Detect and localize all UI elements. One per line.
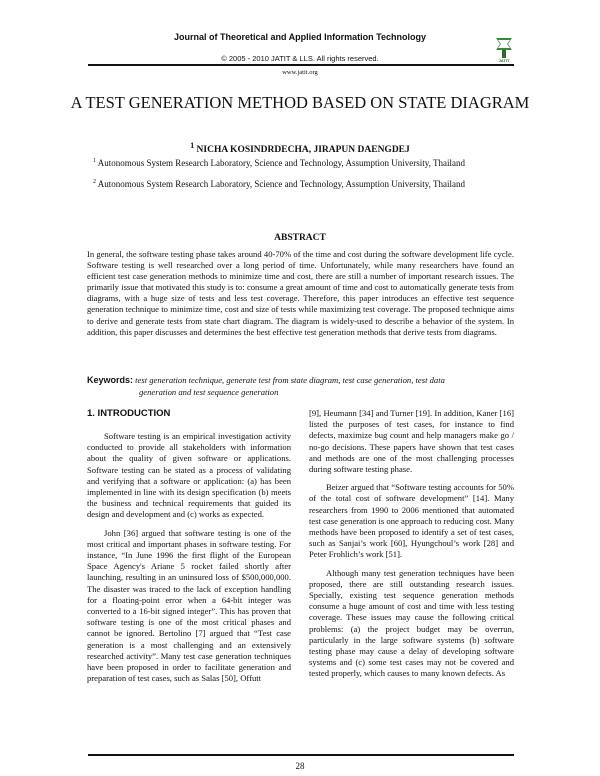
body-column-left bbox=[87, 431, 291, 691]
affiliation-marker: 2 bbox=[93, 179, 96, 185]
abstract-heading: ABSTRACT bbox=[274, 233, 326, 243]
paragraph: Software testing is an empirical investigation activity conducted to provide all stakeholders with information about the quality of given software or applications. Software testing can be stated as a process of validating and verifying that a software or application: (a) has been implemented in line with its design specification (b) meets the business and technical requirements that guided its design and development and (c) works as expected. bbox=[87, 431, 291, 520]
keywords bbox=[87, 375, 514, 387]
footer-divider bbox=[88, 754, 514, 756]
abstract-body: In general, the software testing phase takes around 40-70% of the time and cost during the software development life cycle. Software testing is well researched over a long period of time. Unfortunately, while many researchers have found an efficient test case generation methods to minimize time and cost, there are still a number of important research issues. The primarily issue that motivated this study is to: consume a great amount of time and cost to automatically generate tests from diagrams, with a huge size of tests and less test coverage. Therefore, this paper introduces an effective test sequence generation technique to minimize time, cost and size of tests while maximizing test coverage. The proposed technique aims to derive and generate tests from state chart diagram. The diagram is widely-used to describe a behavior of the system. In addition, this paper discusses and determines the best effective test generation methods that derive tests from diagrams. bbox=[87, 249, 514, 337]
affiliation-1 bbox=[93, 158, 465, 168]
keywords-text: test generation technique, generate test from state diagram, test case generation, test data bbox=[135, 375, 445, 385]
section-heading-introduction: 1. INTRODUCTION bbox=[87, 408, 171, 419]
author-marker: 1 bbox=[190, 141, 195, 150]
affiliation-text: Autonomous System Research Laboratory, Science and Technology, Assumption University, Thailand bbox=[97, 158, 465, 168]
page-number: 28 bbox=[295, 761, 305, 771]
author-names: NICHA KOSINDRDECHA, JIRAPUN DAENGDEJ bbox=[196, 145, 410, 156]
affiliation-2 bbox=[93, 179, 465, 189]
paragraph: Beizer argued that “Software testing accounts for 50% of the total cost of software development” [14]. Many researchers from 1990 to 2006 mentioned that automated test case generation is one approach to reducing cost. Many methods have been proposed to identify a set of test cases, such as Sanjai’s work [60], Hyungchoul’s work [28] and Peter Frohlich’s work [51]. bbox=[309, 482, 514, 560]
body-column-right bbox=[309, 408, 514, 687]
journal-url: www.jatit.org bbox=[282, 69, 318, 76]
paper-title: A TEST GENERATION METHOD BASED ON STATE DIAGRAM bbox=[70, 93, 530, 112]
keywords-text-continued: generation and test sequence generation bbox=[139, 387, 279, 397]
journal-name: Journal of Theoretical and Applied Information Technology bbox=[173, 32, 426, 42]
paragraph: John [36] argued that software testing is one of the most critical and important phases in software testing. For instance, “In June 1996 the first flight of the European Space Agency's Ariane 5 rocket failed shortly after launching, resulting in an uninsured loss of $500,000,000. The disaster was traced to the lack of exception handling for a floating-point error when a 64-bit integer was converted to a 16-bit signed integer”. This has proven that software testing is one of the most critical phases and cannot be ignored. Bertolino [7] argued that “Test case generation is a most challenging and an extensively researched activity”. Many test case generation techniques have been proposed in order to facilitate generation and preparation of test cases, such as Salas [50], Offutt bbox=[87, 527, 291, 684]
copyright-notice: © 2005 - 2010 JATIT & LLS. All rights reserved. bbox=[221, 54, 379, 63]
journal-logo-icon bbox=[494, 34, 514, 60]
paragraph: Although many test generation techniques have been proposed, there are still outstanding research issues. Specially, existing test sequence generation methods consume a huge amount of cost and time with less testing coverage. These issues may cause the following critical problems: (a) the project budget may be overrun, particularly in the large software systems (b) software testing phase may cause a delay of developing software systems and (c) some test cases may not be covered and tested properly, which causes to many known defects. As bbox=[309, 567, 514, 679]
paragraph: [9], Heumann [34] and Turner [19]. In addition, Kaner [16] listed the purposes of test cases, for instance to find defects, maximize bug count and help managers make go / no-go decisions. These papers have shown that test cases and methods are one of the most challenging processes during software testing phase. bbox=[309, 408, 514, 475]
header-divider bbox=[88, 64, 514, 66]
affiliation-marker: 1 bbox=[93, 158, 96, 164]
author-line bbox=[0, 141, 600, 155]
affiliation-text: Autonomous System Research Laboratory, Science and Technology, Assumption University, Thailand bbox=[97, 179, 465, 189]
journal-logo-text: JATIT bbox=[498, 58, 510, 63]
keywords-label: Keywords: bbox=[87, 375, 134, 385]
